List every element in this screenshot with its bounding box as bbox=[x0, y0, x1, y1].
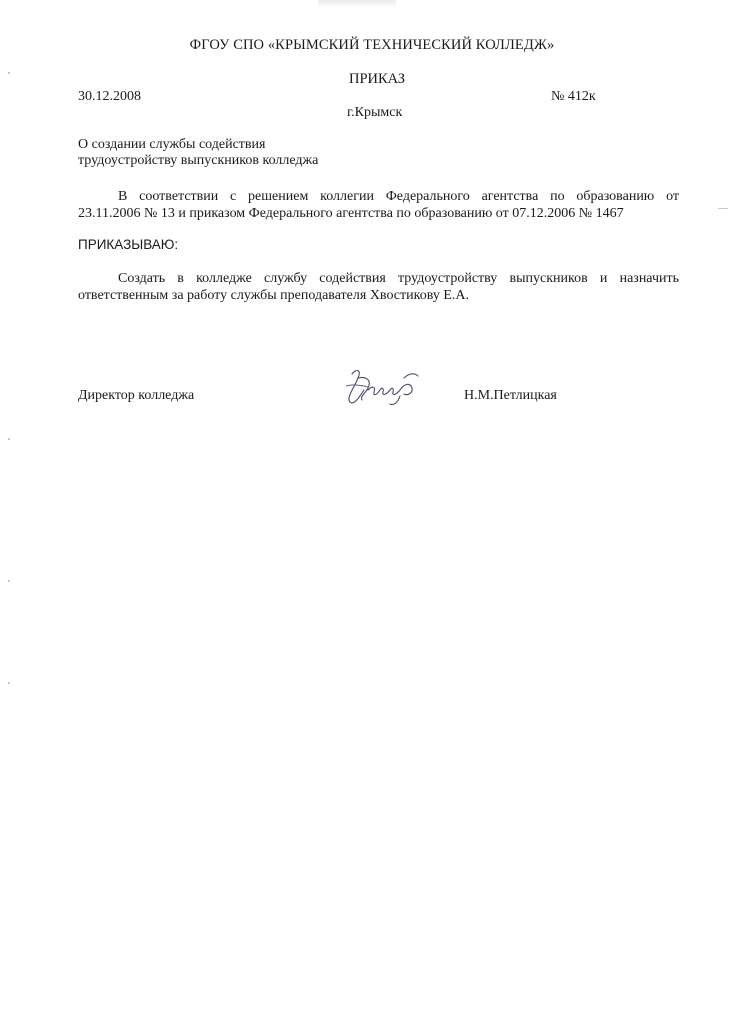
scan-dot bbox=[8, 682, 10, 684]
handwritten-signature bbox=[338, 366, 428, 408]
scan-dot bbox=[8, 72, 10, 74]
preamble-line: В соответствии с решением коллегии Федерального агентства по образованию от bbox=[118, 189, 679, 204]
scan-dot bbox=[718, 208, 728, 209]
subject-line: О создании службы содействия bbox=[78, 137, 266, 152]
order-body-line: ответственным за работу службы преподавателя Хвостикову Е.А. bbox=[78, 288, 470, 303]
document-number: № 412к bbox=[551, 89, 596, 104]
order-body-line: Создать в колледже службу содействия трудоустройству выпускников и назначить bbox=[118, 271, 679, 286]
organization-name: ФГОУ СПО «КРЫМСКИЙ ТЕХНИЧЕСКИЙ КОЛЛЕДЖ» bbox=[189, 37, 555, 53]
document-city: г.Крымск bbox=[347, 105, 403, 120]
order-word: ПРИКАЗЫВАЮ: bbox=[78, 237, 179, 252]
document-subject bbox=[78, 137, 318, 169]
order-body-paragraph bbox=[78, 270, 679, 304]
scan-smudge bbox=[318, 0, 396, 8]
document-date: 30.12.2008 bbox=[78, 89, 141, 104]
scan-dot bbox=[8, 438, 10, 440]
preamble-line: 23.11.2006 № 13 и приказом Федерального агентства по образованию от 07.12.2006 № 1467 bbox=[78, 206, 624, 221]
preamble-paragraph bbox=[78, 188, 679, 222]
signatory-title: Директор колледжа bbox=[78, 388, 195, 403]
document-type: ПРИКАЗ bbox=[349, 71, 406, 87]
signatory-name: Н.М.Петлицкая bbox=[464, 388, 557, 403]
subject-line: трудоустройству выпускников колледжа bbox=[78, 153, 319, 168]
scan-dot bbox=[8, 580, 10, 582]
